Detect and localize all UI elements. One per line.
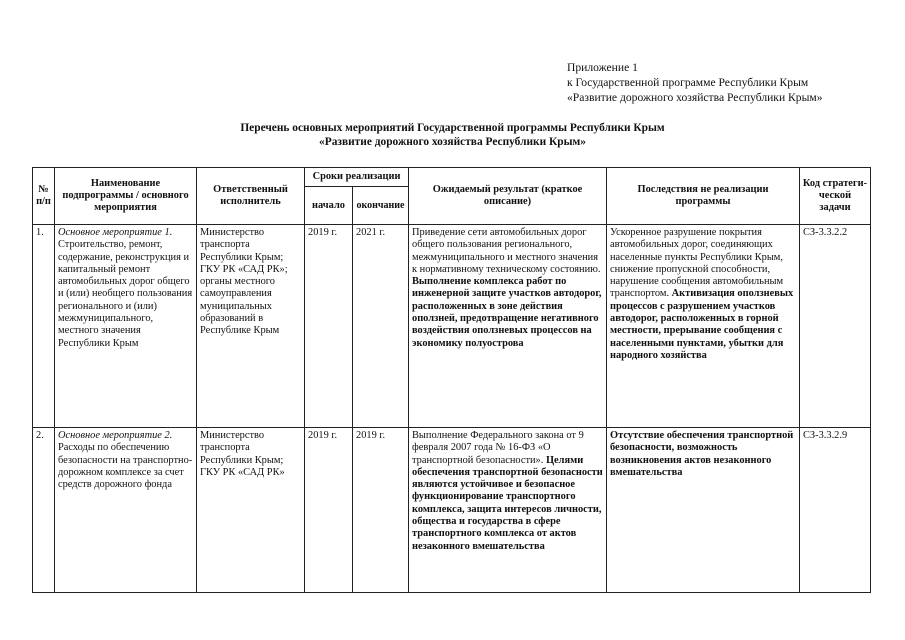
header-code: Код стратеги-ческой задачи [800,168,871,225]
document-title-line-1: Перечень основных мероприятий Государственной программы Республики Крым [240,122,665,134]
header-terms: Сроки реализации [305,168,409,187]
row-2-executor: Министерство транспорта Республики Крым; ГКУ РК «САД РК» [197,428,305,593]
header-start: начало [305,187,353,225]
row-1-name-title: Основное мероприятие 1. [58,227,173,238]
row-2-name [55,428,197,593]
row-2-name-title: Основное мероприятие 2. [58,430,173,441]
appendix-line-3: «Развитие дорожного хозяйства Республики Крым» [567,91,823,104]
header-num: № п/п [33,168,55,225]
row-1-name [55,225,197,428]
appendix-line-1: Приложение 1 [567,61,638,74]
document-title [0,121,905,149]
row-2-start: 2019 г. [305,428,353,593]
header-executor: Ответственный исполнитель [197,168,305,225]
row-1-result-plain: Приведение сети автомобильных дорог общего пользования регионального, межмуниципального и местного значения к нормативному техническому состоянию. [412,227,601,275]
row-2-end: 2019 г. [353,428,409,593]
row-2-consequences-bold: Отсутствие обеспечения транспортной безопасности, возможность возникновения актов незаконного вмешательства [610,430,794,478]
row-2-result-bold: Целями обеспечения транспортной безопасности являются устойчивое и безопасное функционирование транспортного комплекса, защита интересов личности, общества и государства в сфере транспортного комплекса от актов незаконного вмешательства [412,454,603,552]
row-1-code: СЗ-3.3.2.2 [800,225,871,428]
row-1-start: 2019 г. [305,225,353,428]
row-1-end: 2021 г. [353,225,409,428]
row-2-name-text: Расходы по обеспечению безопасности на транспортно-дорожном комплексе за счет средств дорожного фонда [58,442,193,491]
measures-table [32,167,871,593]
table-header-row [33,168,871,187]
appendix-line-2: к Государственной программе Республики Крым [567,76,809,89]
table-row [33,225,871,428]
header-end: окончание [353,187,409,225]
row-1-result [409,225,607,428]
row-1-consequences [607,225,800,428]
row-1-consequences-plain: Ускоренное разрушение покрытия автомобильных дорог, соединяющих населенные пункты Республики Крым, снижение пропускной способности, нарушение сообщения автомобильным транспортом. [610,227,784,300]
row-1-num: 1. [33,225,55,428]
row-1-executor: Министерство транспорта Республики Крым; ГКУ РК «САД РК»; органы местного самоуправления муниципальных образований в Республике Крым [197,225,305,428]
header-result: Ожидаемый результат (краткое описание) [409,168,607,225]
row-1-result-bold: Выполнение комплекса работ по инженерной защите участков автодорог, расположенных в зоне действия оползней, предотвращение негативного воздействия оползневых процессов на экономику полуострова [412,276,602,349]
row-2-result [409,428,607,593]
appendix-note [567,60,823,105]
row-1-name-text: Строительство, ремонт, содержание, реконструкция и капитальный ремонт автомобильных дорог общего и (или) необщего пользования регионального и (или) межмуниципального, местного значения Республики Крым [58,239,193,349]
row-2-consequences [607,428,800,593]
header-consequences: Последствия не реализации программы [607,168,800,225]
header-name: Наименование подпрограммы / основного мероприятия [55,168,197,225]
row-2-num: 2. [33,428,55,593]
row-1-consequences-bold: Активизация оползневых процессов с разрушением участков автодорог, расположенных в горной местности, прерывание сообщения с населенными пунктами, убытки для народного хозяйства [610,288,794,361]
table-row [33,428,871,593]
row-2-code: СЗ-3.3.2.9 [800,428,871,593]
row-2-result-plain: Выполнение Федерального закона от 9 февраля 2007 года № 16-ФЗ «О транспортной безопасности». [412,430,584,466]
document-title-line-2: «Развитие дорожного хозяйства Республики Крым» [319,136,586,148]
